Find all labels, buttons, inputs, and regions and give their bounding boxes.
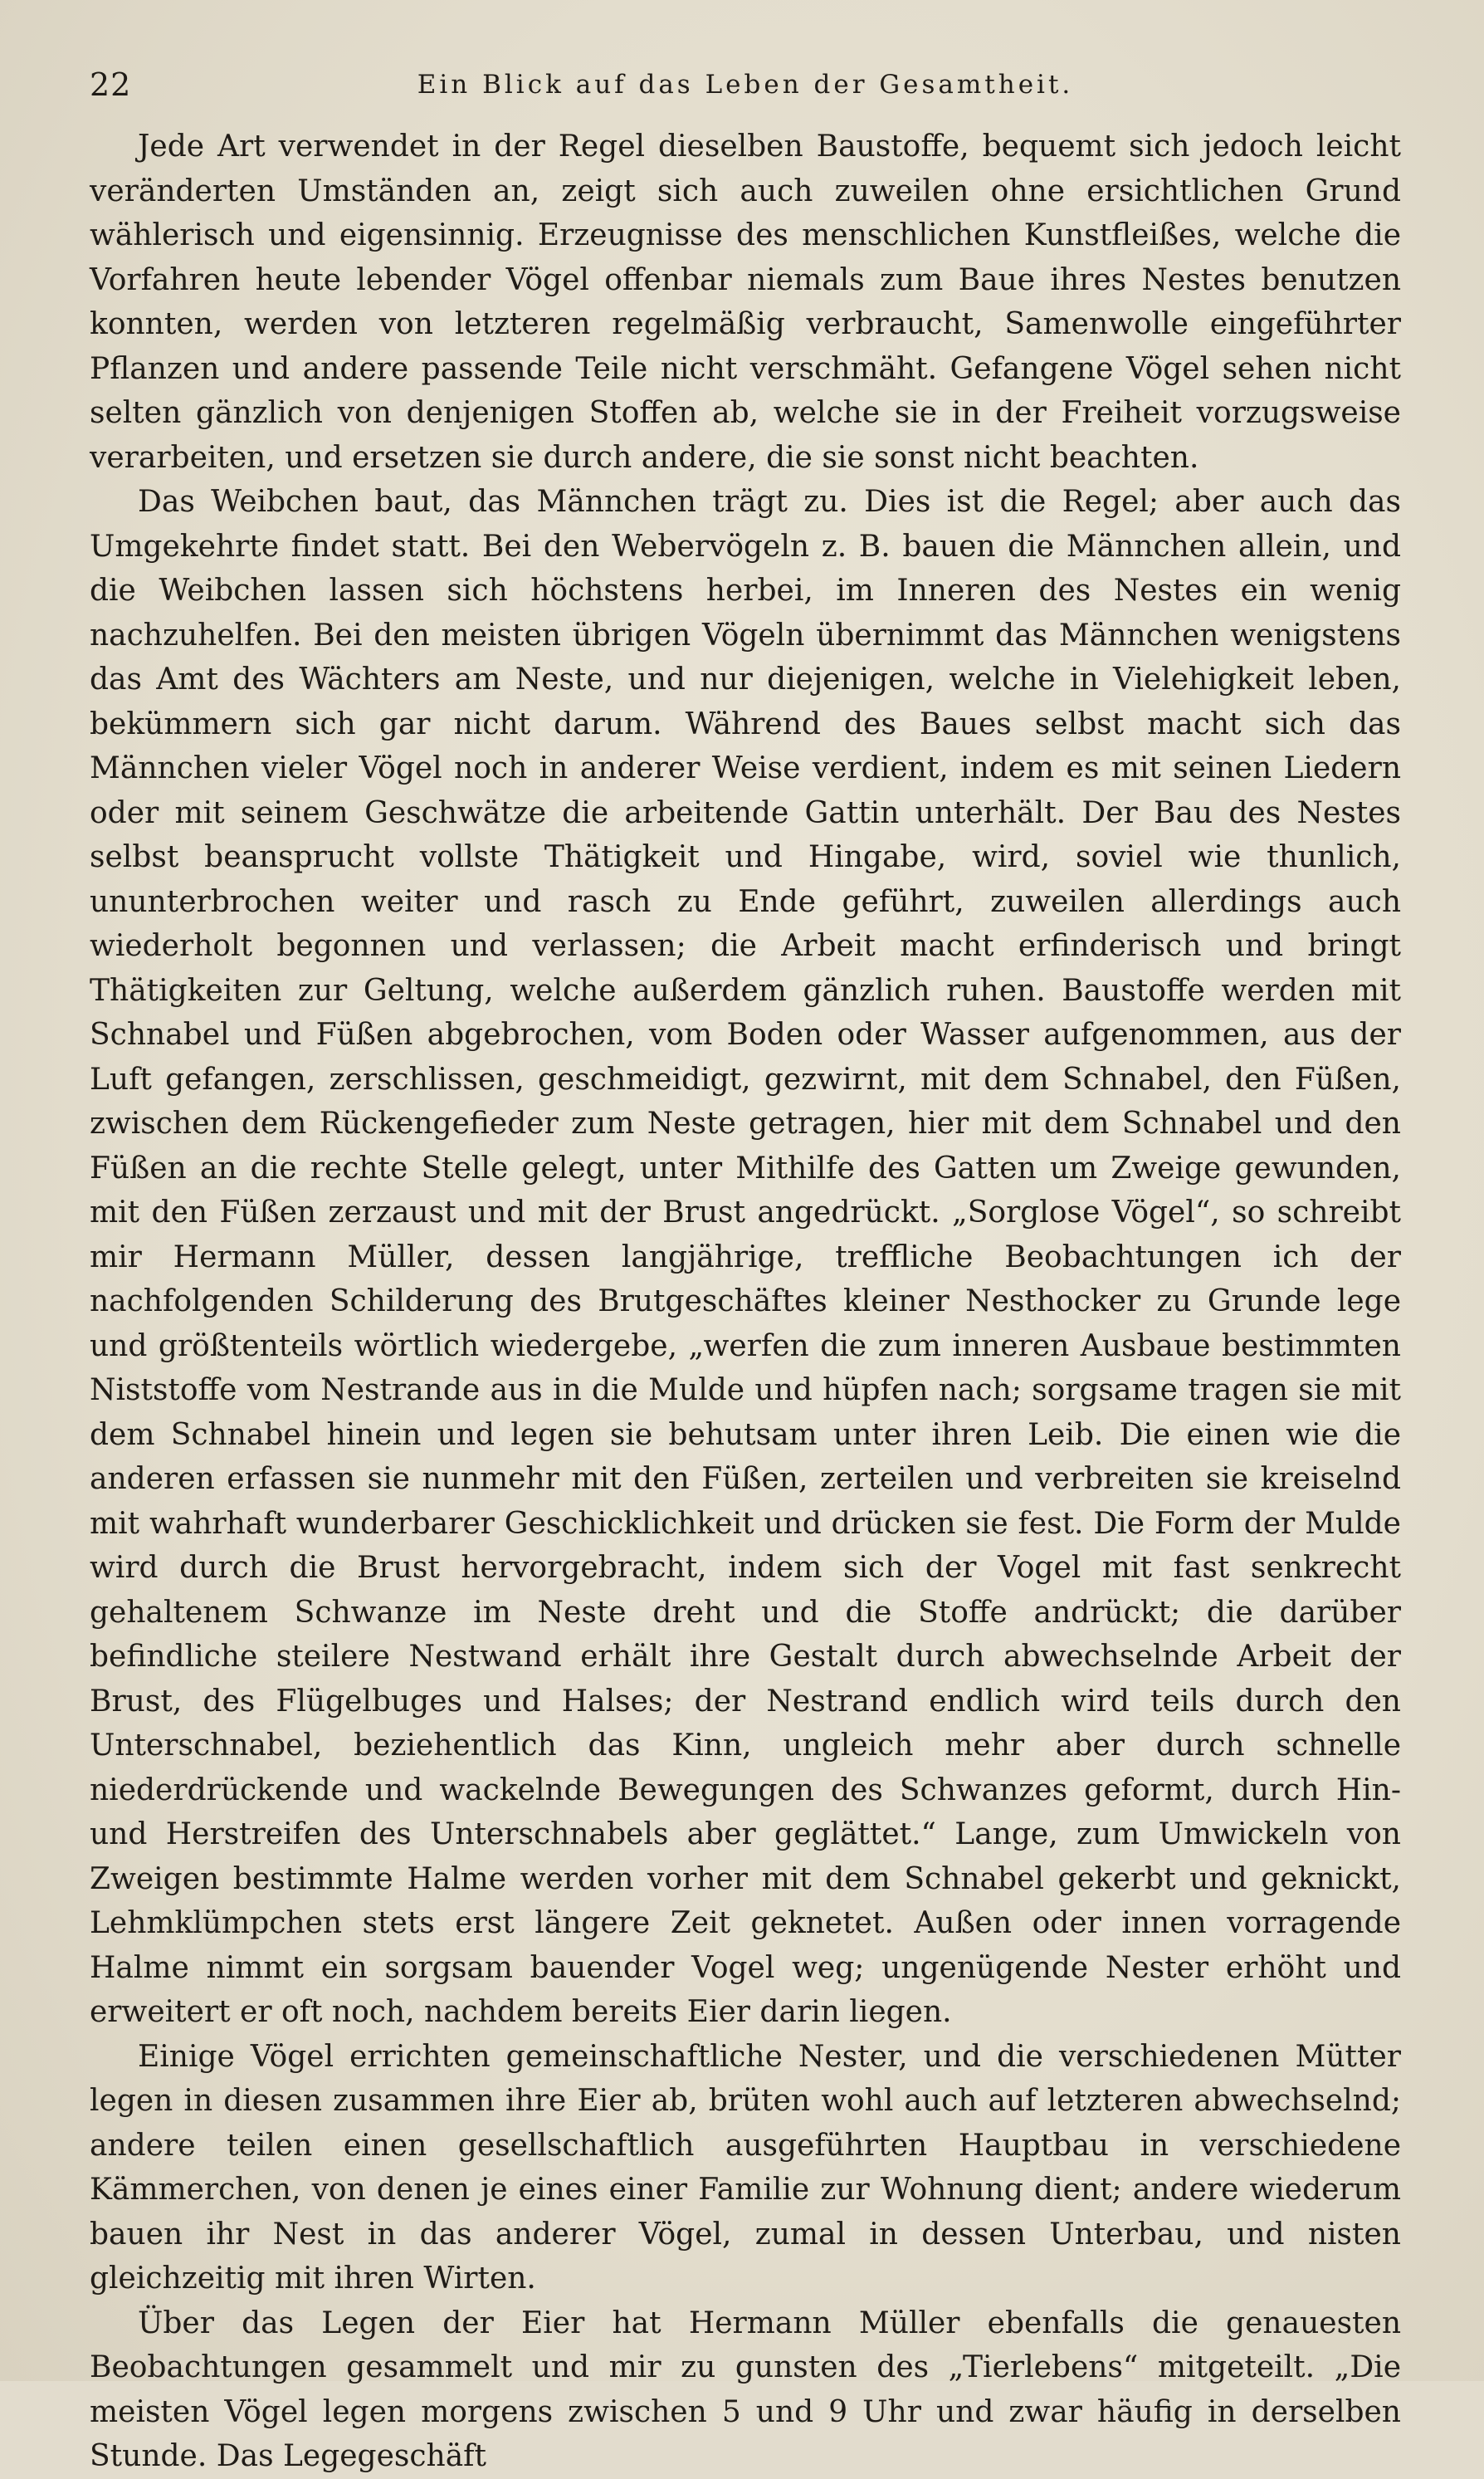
page-header	[90, 60, 1401, 110]
running-head: Ein Blick auf das Leben der Gesamtheit.	[417, 70, 1074, 100]
body-text	[90, 125, 1401, 2479]
paragraph: Jede Art verwendet in der Regel dieselben Baustoffe, bequemt sich jedoch leicht veränderten Umständen an, zeigt sich auch zuweilen ohne ersichtlichen Grund wählerisch und eigensinnig. Erzeugnisse des menschlichen Kunstfleißes, welche die Vorfahren heute lebender Vögel offenbar niemals zum Baue ihres Nestes benutzen konnten, werden von letzteren regelmäßig verbraucht, Samenwolle eingeführter Pflanzen und andere passende Teile nicht verschmäht. Gefangene Vögel sehen nicht selten gänzlich von denjenigen Stoffen ab, welche sie in der Freiheit vorzugsweise verarbeiten, und ersetzen sie durch andere, die sie sonst nicht beachten.	[90, 130, 1401, 475]
paragraph: Einige Vögel errichten gemeinschaftliche Nester, und die verschiedenen Mütter legen in diesen zusammen ihre Eier ab, brüten wohl auch auf letzteren abwechselnd; andere teilen einen gesellschaftlich ausgeführten Hauptbau in verschiedene Kämmerchen, von denen je eines einer Familie zur Wohnung dient; andere wiederum bauen ihr Nest in das anderer Vögel, zumal in dessen Unterbau, und nisten gleichzeitig mit ihren Wirten.	[90, 2039, 1401, 2296]
paragraph: Das Weibchen baut, das Männchen trägt zu. Dies ist die Regel; aber auch das Umgekehrte findet statt. Bei den Webervögeln z. B. bauen die Männchen allein, und die Weibchen lassen sich höchstens herbei, im Inneren des Nestes ein wenig nachzuhelfen. Bei den meisten übrigen Vögeln übernimmt das Männchen wenigstens das Amt des Wächters am Neste, und nur diejenigen, welche in Vielehigkeit leben, bekümmern sich gar nicht darum. Während des Baues selbst macht sich das Männchen vieler Vögel noch in anderer Weise verdient, indem es mit seinen Liedern oder mit seinem Geschwätze die arbeitende Gattin unterhält. Der Bau des Nestes selbst beansprucht vollste Thätigkeit und Hingabe, wird, soviel wie thunlich, ununterbrochen weiter und rasch zu Ende geführt, zuweilen allerdings auch wiederholt begonnen und verlassen; die Arbeit macht erfinderisch und bringt Thätigkeiten zur Geltung, welche außerdem gänzlich ruhen. Baustoffe werden mit Schnabel und Füßen abgebrochen, vom Boden oder Wasser aufgenommen, aus der Luft gefangen, zerschlissen, geschmeidigt, gezwirnt, mit dem Schnabel, den Füßen, zwischen dem Rückengefieder zum Neste getragen, hier mit dem Schnabel und den Füßen an die rechte Stelle gelegt, unter Mithilfe des Gatten um Zweige gewunden, mit den Füßen zerzaust und mit der Brust angedrückt. „Sorglose Vögel“, so schreibt mir Hermann Müller, dessen langjährige, treffliche Beobachtungen ich der nachfolgenden Schilderung des Brutgeschäftes kleiner Nesthocker zu Grunde lege und größtenteils wörtlich wiedergebe, „werfen die zum inneren Ausbaue bestimmten Niststoffe vom Nestrande aus in die Mulde und hüpfen nach; sorgsame tragen sie mit dem Schnabel hinein und legen sie behutsam unter ihren Leib. Die einen wie die anderen erfassen sie nunmehr mit den Füßen, zerteilen und verbreiten sie kreiselnd mit wahrhaft wunderbarer Geschicklichkeit und drücken sie fest. Die Form der Mulde wird durch die Brust hervorgebracht, indem sich der Vogel mit fast senkrecht gehaltenem Schwanze im Neste dreht und die Stoffe andrückt; die darüber befindliche steilere Nestwand erhält ihre Gestalt durch abwechselnde Arbeit der Brust, des Flügelbuges und Halses; der Nestrand endlich wird teils durch den Unterschnabel, beziehentlich das Kinn, ungleich mehr aber durch schnelle niederdrückende und wackelnde Bewegungen des Schwanzes geformt, durch Hin- und Herstreifen des Unterschnabels aber geglättet.“ Lange, zum Umwickeln von Zweigen bestimmte Halme werden vorher mit dem Schnabel gekerbt und geknickt, Lehmklümpchen stets erst längere Zeit geknetet. Außen oder innen vorragende Halme nimmt ein sorgsam bauender Vogel weg; ungenügende Nester erhöht und erweitert er oft noch, nachdem bereits Eier darin liegen.	[90, 485, 1401, 2029]
page-number: 22	[90, 66, 132, 103]
paragraph: Über das Legen der Eier hat Hermann Müller ebenfalls die genauesten Beobachtungen gesammelt und mir zu gunsten des „Tierlebens“ mitgeteilt. „Die meisten Vögel legen morgens zwischen 5 und 9 Uhr und zwar häufig in derselben Stunde. Das Legegeschäft	[90, 2305, 1401, 2473]
